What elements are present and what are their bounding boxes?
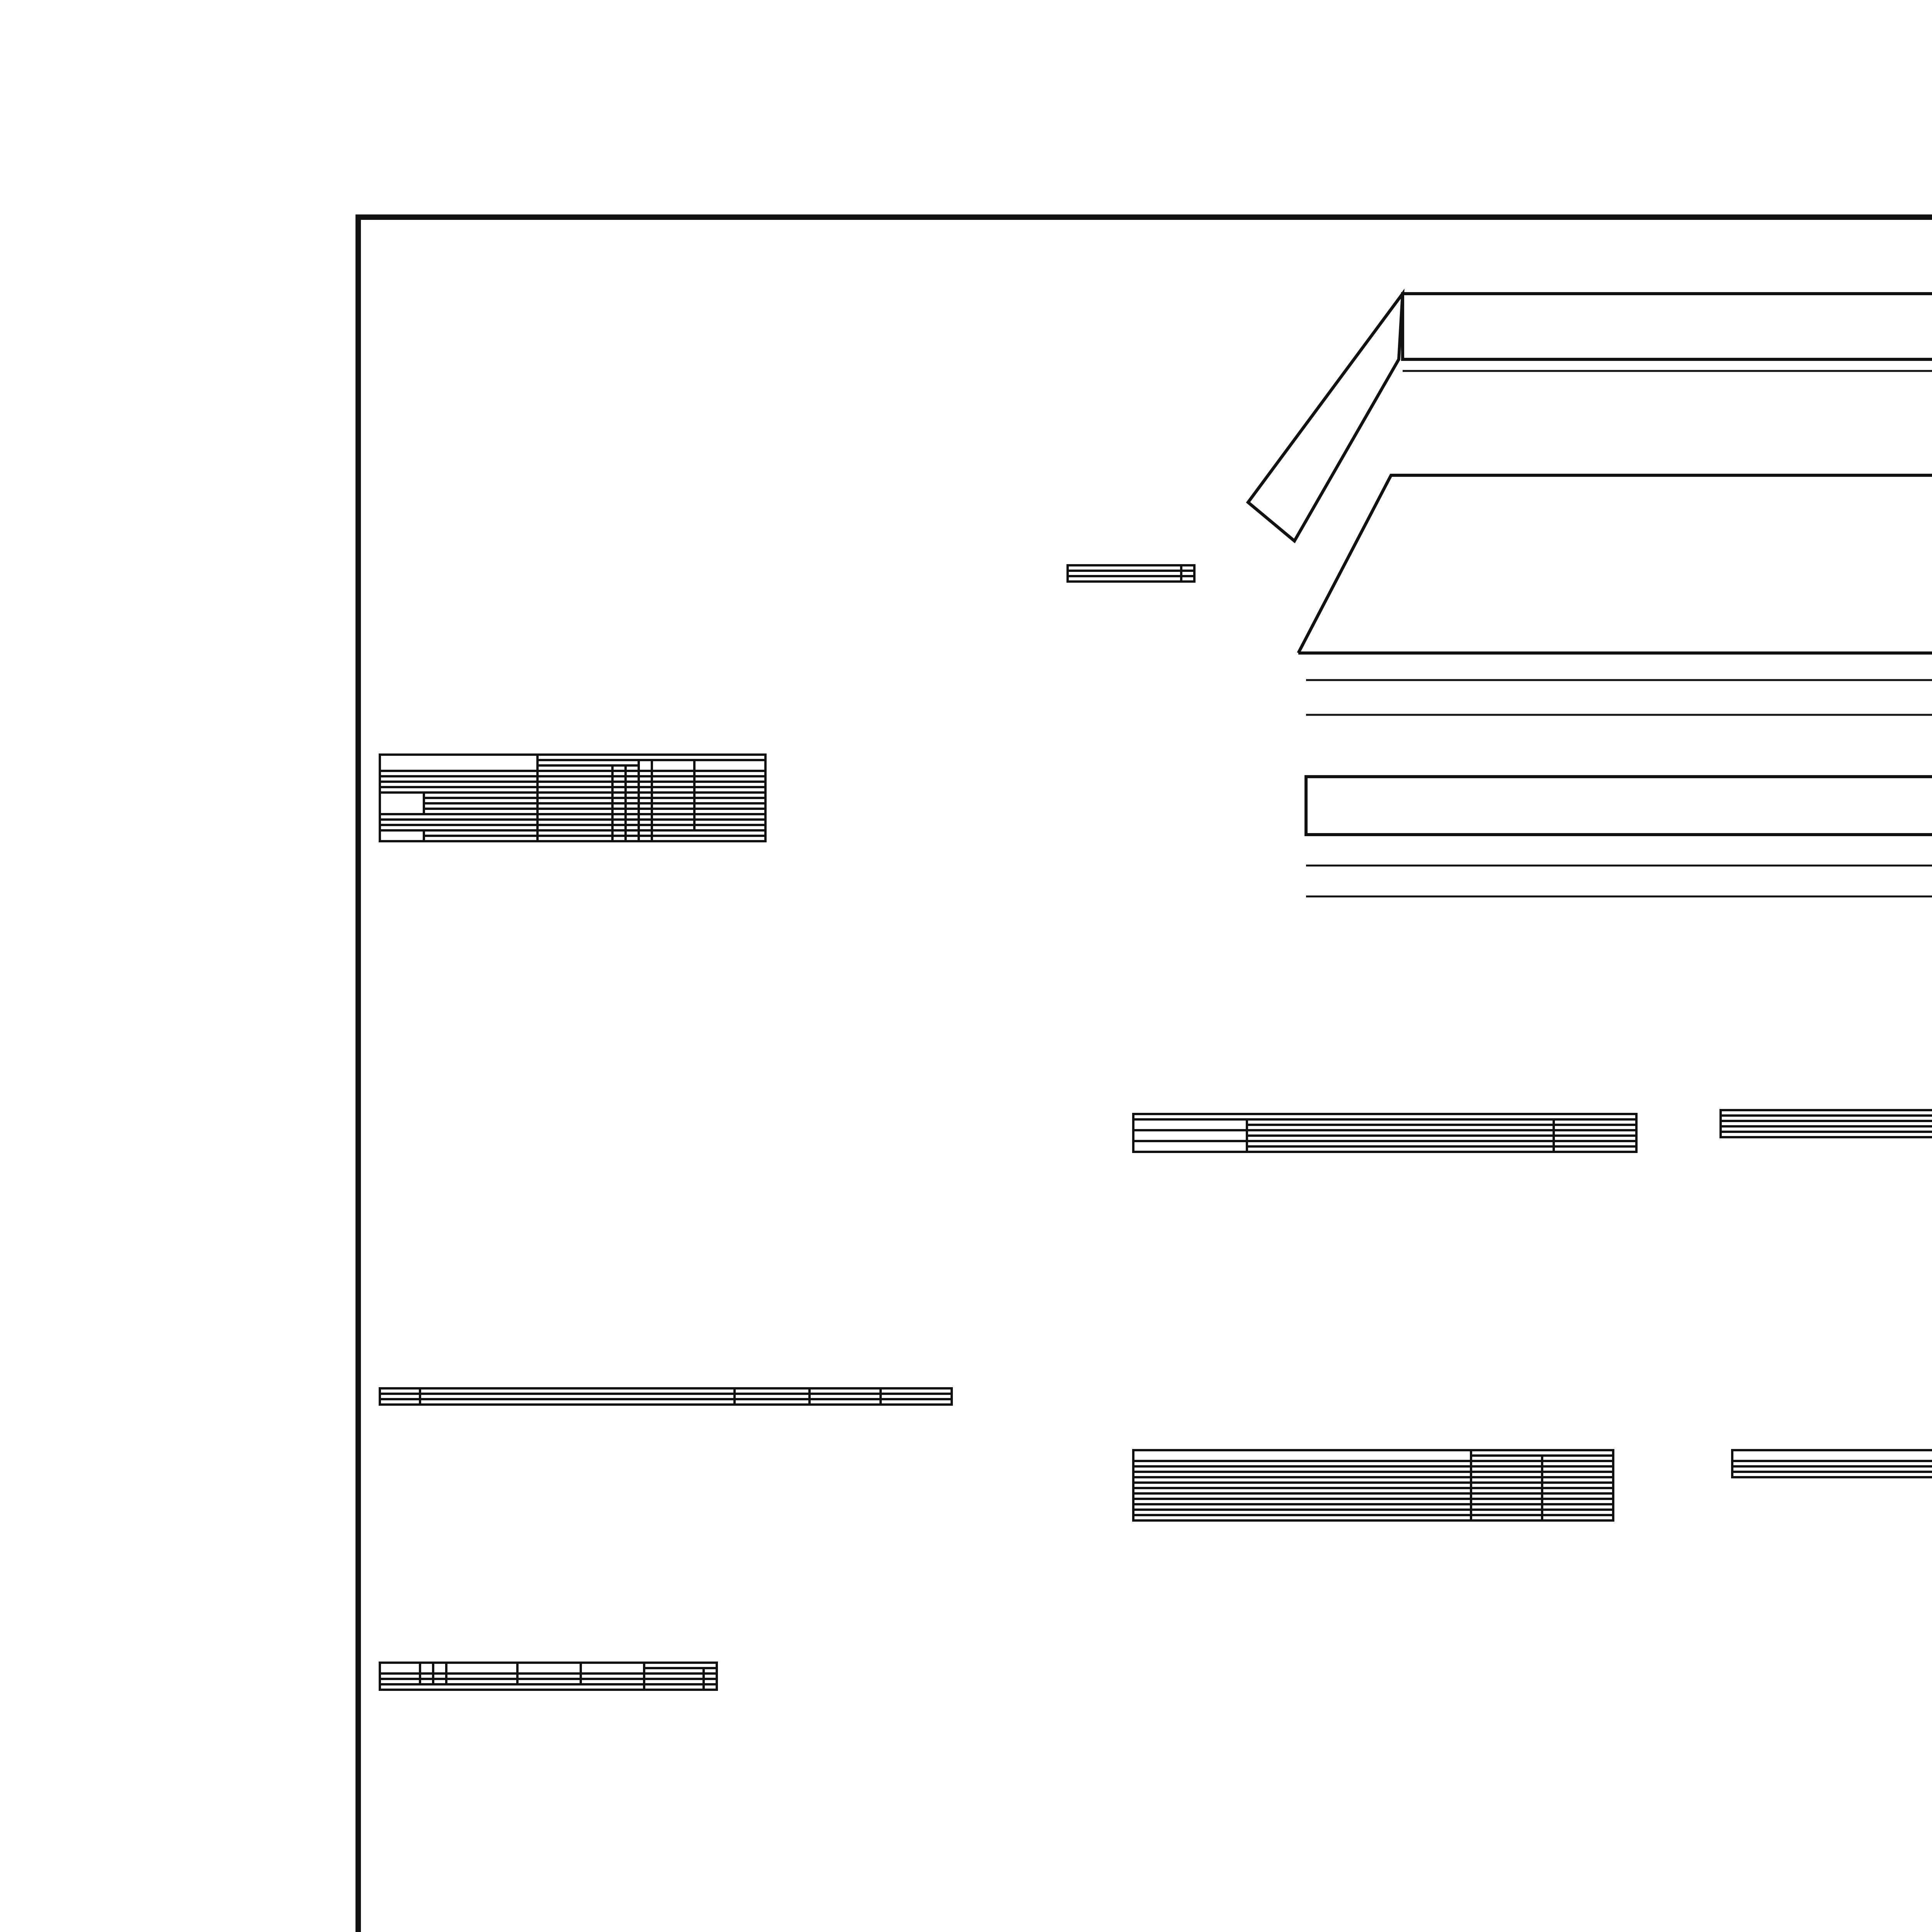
constr-cell: [1721, 1132, 1932, 1137]
metal-row: [380, 814, 537, 820]
metal-row: [424, 793, 537, 798]
timber-h-sec: [446, 1663, 517, 1673]
coeffs-cell: [1542, 1504, 1613, 1510]
metal-cell: [537, 814, 612, 820]
timber-cell: [446, 1673, 517, 1679]
metal-cell: [639, 782, 652, 787]
coeffs-table: [1132, 1449, 1614, 1522]
metal-cell: [626, 771, 639, 776]
timber-cell: [433, 1673, 446, 1679]
metal-cell: [537, 782, 612, 787]
metal-cell: [639, 830, 652, 836]
metal-cell: [652, 836, 765, 841]
metal-extra-group: [380, 830, 424, 841]
coeffs-cell: [1471, 1493, 1542, 1499]
coeffs-cell: [1471, 1515, 1542, 1520]
slabs-h-no: [380, 1388, 420, 1394]
metal-cell: [652, 814, 694, 820]
slabs-cell: [881, 1399, 952, 1405]
equipment-row-mass: [1181, 571, 1194, 576]
metal-cell: [694, 798, 765, 803]
coeffs-cell: [1133, 1472, 1471, 1477]
equipment-table: [1066, 564, 1196, 583]
timber-h-vol: [644, 1663, 717, 1668]
timber-cell: [380, 1673, 420, 1679]
metal-cell: [694, 782, 765, 787]
metal-cell: [639, 825, 652, 830]
metal-cell: [694, 820, 765, 825]
slabs-h-name: [420, 1388, 735, 1394]
deflect-cell: [1732, 1461, 1932, 1466]
heights-cell: [1554, 1136, 1636, 1141]
coeffs-cell: [1542, 1477, 1613, 1483]
metal-cell: [694, 776, 765, 782]
coeffs-cell: [1133, 1504, 1471, 1510]
slabs-h-wt: [881, 1388, 952, 1394]
metal-cell: [626, 798, 639, 803]
timber-total-label: [380, 1684, 644, 1690]
metal-cell: [537, 798, 612, 803]
metal-row: [424, 803, 537, 809]
metal-cell: [694, 793, 765, 798]
metal-row: [380, 771, 537, 776]
metal-cell: [612, 787, 626, 793]
metal-table: [379, 753, 767, 842]
metal-cell: [652, 809, 694, 814]
deflect-cell: [1732, 1466, 1932, 1472]
metal-row: [380, 820, 537, 825]
constr-cell: [1721, 1126, 1932, 1132]
slabs-cell: [735, 1399, 810, 1405]
metal-cell: [639, 820, 652, 825]
metal-cell: [612, 820, 626, 825]
metal-cell: [639, 793, 652, 798]
metal-row: [380, 787, 537, 793]
metal-cell: [612, 793, 626, 798]
coeffs-cell: [1133, 1499, 1471, 1504]
timber-cell: [644, 1673, 704, 1679]
metal-cell: [639, 771, 652, 776]
metal-cell: [626, 776, 639, 782]
slabs-cell: [735, 1394, 810, 1399]
metal-cell: [652, 798, 694, 803]
slabs-cell: [420, 1399, 735, 1405]
equipment-h-mass: [1181, 565, 1194, 571]
timber-cell: [433, 1679, 446, 1684]
timber-cell: [581, 1679, 644, 1684]
bottom-bracing-frame: [1306, 777, 1932, 835]
metal-cell: [694, 787, 765, 793]
timber-cell: [446, 1679, 517, 1684]
heights-cell: [1554, 1141, 1636, 1146]
metal-cell: [694, 803, 765, 809]
constr-h-name: [1721, 1110, 1932, 1116]
metal-row: [424, 836, 537, 841]
deflect-table: [1731, 1449, 1932, 1478]
equipment-row-name: [1068, 571, 1181, 576]
coeffs-cell: [1471, 1477, 1542, 1483]
heights-cell: [1554, 1125, 1636, 1130]
metal-h-m1: [537, 765, 612, 771]
metal-cell: [537, 803, 612, 809]
metal-cell: [639, 787, 652, 793]
coeffs-cell: [1471, 1466, 1542, 1472]
metal-cell: [612, 798, 626, 803]
metal-cell: [639, 836, 652, 841]
metal-cell: [537, 771, 612, 776]
slabs-cell: [810, 1394, 881, 1399]
metal-cell: [652, 830, 765, 836]
coeffs-cell: [1471, 1499, 1542, 1504]
timber-cell: [517, 1679, 581, 1684]
metal-cell: [626, 825, 639, 830]
metal-cell: [612, 814, 626, 820]
top-bracing-left-end: [1248, 294, 1403, 541]
coeffs-cell: [1542, 1515, 1613, 1520]
timber-h-vol-total: [644, 1668, 704, 1673]
constr-table: [1719, 1109, 1932, 1138]
metal-deck-group: [380, 793, 424, 814]
slabs-cell: [380, 1399, 420, 1405]
heights-group: [1133, 1141, 1247, 1152]
metal-h-material: [537, 760, 639, 765]
metal-cell: [537, 836, 612, 841]
timber-cell: [380, 1679, 420, 1684]
metal-cell: [694, 809, 765, 814]
timber-h-name: [420, 1663, 433, 1673]
coeffs-cell: [1133, 1515, 1471, 1520]
metal-cell: [652, 803, 694, 809]
metal-h-m2: [612, 765, 626, 771]
metal-cell: [537, 787, 612, 793]
heights-group: [1133, 1119, 1247, 1130]
metal-row: [380, 825, 537, 830]
metal-cell: [652, 825, 694, 830]
coeffs-cell: [1542, 1488, 1613, 1493]
heights-table: [1132, 1113, 1638, 1153]
timber-h-mat: [433, 1663, 446, 1673]
metal-cell: [612, 809, 626, 814]
coeffs-cell: [1542, 1461, 1613, 1466]
timber-cell: [420, 1673, 433, 1679]
metal-cell: [652, 820, 694, 825]
coeffs-h-k: [1471, 1456, 1542, 1461]
timber-h-qty: [581, 1663, 644, 1673]
coeffs-cell: [1542, 1499, 1613, 1504]
heights-cell: [1247, 1136, 1554, 1141]
metal-h-tpm: [652, 760, 694, 771]
slabs-cell: [810, 1399, 881, 1405]
heights-cell: [1247, 1119, 1554, 1125]
metal-row: [424, 798, 537, 803]
equipment-h-name: [1068, 565, 1181, 571]
timber-cell: [581, 1673, 644, 1679]
metal-row: [424, 809, 537, 814]
metal-cell: [694, 771, 765, 776]
metal-cell: [639, 809, 652, 814]
deflect-cell: [1732, 1472, 1932, 1477]
metal-cell: [639, 798, 652, 803]
metal-h-m3: [626, 765, 639, 771]
metal-h-pct: [694, 760, 765, 771]
heights-cell: [1247, 1146, 1554, 1152]
slabs-h-unit: [735, 1388, 810, 1394]
slabs-cell: [380, 1394, 420, 1399]
equipment-row-mass: [1181, 576, 1194, 582]
coeffs-cell: [1471, 1483, 1542, 1488]
metal-h-weight: [537, 755, 765, 760]
slabs-cell: [420, 1394, 735, 1399]
metal-cell: [537, 825, 612, 830]
slabs-cell: [881, 1394, 952, 1399]
metal-cell: [652, 771, 694, 776]
metal-cell: [612, 782, 626, 787]
metal-cell: [694, 825, 765, 830]
coeffs-cell: [1133, 1510, 1471, 1515]
timber-cell: [644, 1679, 704, 1684]
heights-cell: [1554, 1146, 1636, 1152]
timber-total-m: [704, 1684, 717, 1690]
metal-cell: [626, 820, 639, 825]
coeffs-cell: [1542, 1510, 1613, 1515]
metal-cell: [612, 776, 626, 782]
metal-cell: [612, 771, 626, 776]
heights-cell: [1247, 1141, 1554, 1146]
timber-cell: [704, 1679, 717, 1684]
coeffs-cell: [1471, 1472, 1542, 1477]
metal-cell: [626, 803, 639, 809]
timber-cell: [704, 1673, 717, 1679]
constr-cell: [1721, 1121, 1932, 1126]
metal-cell: [612, 803, 626, 809]
metal-cell: [537, 809, 612, 814]
metal-cell: [652, 793, 694, 798]
coeffs-cell: [1542, 1466, 1613, 1472]
metal-h-name: [380, 755, 537, 771]
heights-cell: [1247, 1130, 1554, 1136]
coeffs-cell: [1133, 1461, 1471, 1466]
timber-table: [379, 1662, 718, 1691]
metal-cell: [537, 776, 612, 782]
facade-chord: [1298, 475, 1932, 653]
slabs-table: [379, 1387, 953, 1406]
metal-cell: [612, 825, 626, 830]
metal-cell: [694, 814, 765, 820]
timber-cell: [420, 1679, 433, 1684]
heights-cell: [1554, 1130, 1636, 1136]
metal-cell: [626, 782, 639, 787]
timber-cell: [517, 1673, 581, 1679]
coeffs-h-name: [1133, 1450, 1471, 1461]
metal-cell: [537, 830, 612, 836]
heights-h-dist: [1133, 1114, 1636, 1119]
equipment-row-name: [1068, 576, 1181, 582]
coeffs-cell: [1542, 1483, 1613, 1488]
metal-cell: [652, 776, 694, 782]
metal-cell: [652, 787, 694, 793]
coeffs-cell: [1133, 1483, 1471, 1488]
coeffs-cell: [1471, 1504, 1542, 1510]
constr-cell: [1721, 1116, 1932, 1121]
metal-cell: [652, 782, 694, 787]
metal-cell: [626, 814, 639, 820]
coeffs-h-c: [1542, 1456, 1613, 1461]
coeffs-cell: [1133, 1488, 1471, 1493]
coeffs-h-coef: [1471, 1450, 1613, 1456]
metal-cell: [537, 793, 612, 798]
coeffs-cell: [1542, 1493, 1613, 1499]
coeffs-cell: [1471, 1461, 1542, 1466]
metal-row: [424, 830, 537, 836]
timber-h-len: [517, 1663, 581, 1673]
coeffs-cell: [1471, 1510, 1542, 1515]
timber-total-vol: [644, 1684, 704, 1690]
metal-row: [380, 782, 537, 787]
heights-group: [1133, 1130, 1247, 1141]
timber-h-no: [380, 1663, 420, 1673]
metal-h-total: [639, 760, 652, 771]
heights-cell: [1247, 1125, 1554, 1130]
metal-cell: [537, 820, 612, 825]
coeffs-cell: [1133, 1477, 1471, 1483]
metal-cell: [639, 776, 652, 782]
metal-cell: [639, 803, 652, 809]
metal-cell: [626, 787, 639, 793]
slabs-h-qty: [810, 1388, 881, 1394]
coeffs-cell: [1133, 1466, 1471, 1472]
heights-cell: [1554, 1119, 1636, 1125]
timber-h-vol-m: [704, 1668, 717, 1673]
coeffs-cell: [1133, 1493, 1471, 1499]
coeffs-cell: [1471, 1488, 1542, 1493]
metal-cell: [626, 809, 639, 814]
metal-row: [380, 776, 537, 782]
coeffs-cell: [1542, 1472, 1613, 1477]
top-bracing-frame: [1403, 294, 1932, 359]
deflect-h-name: [1732, 1450, 1932, 1461]
metal-cell: [639, 814, 652, 820]
metal-cell: [626, 793, 639, 798]
